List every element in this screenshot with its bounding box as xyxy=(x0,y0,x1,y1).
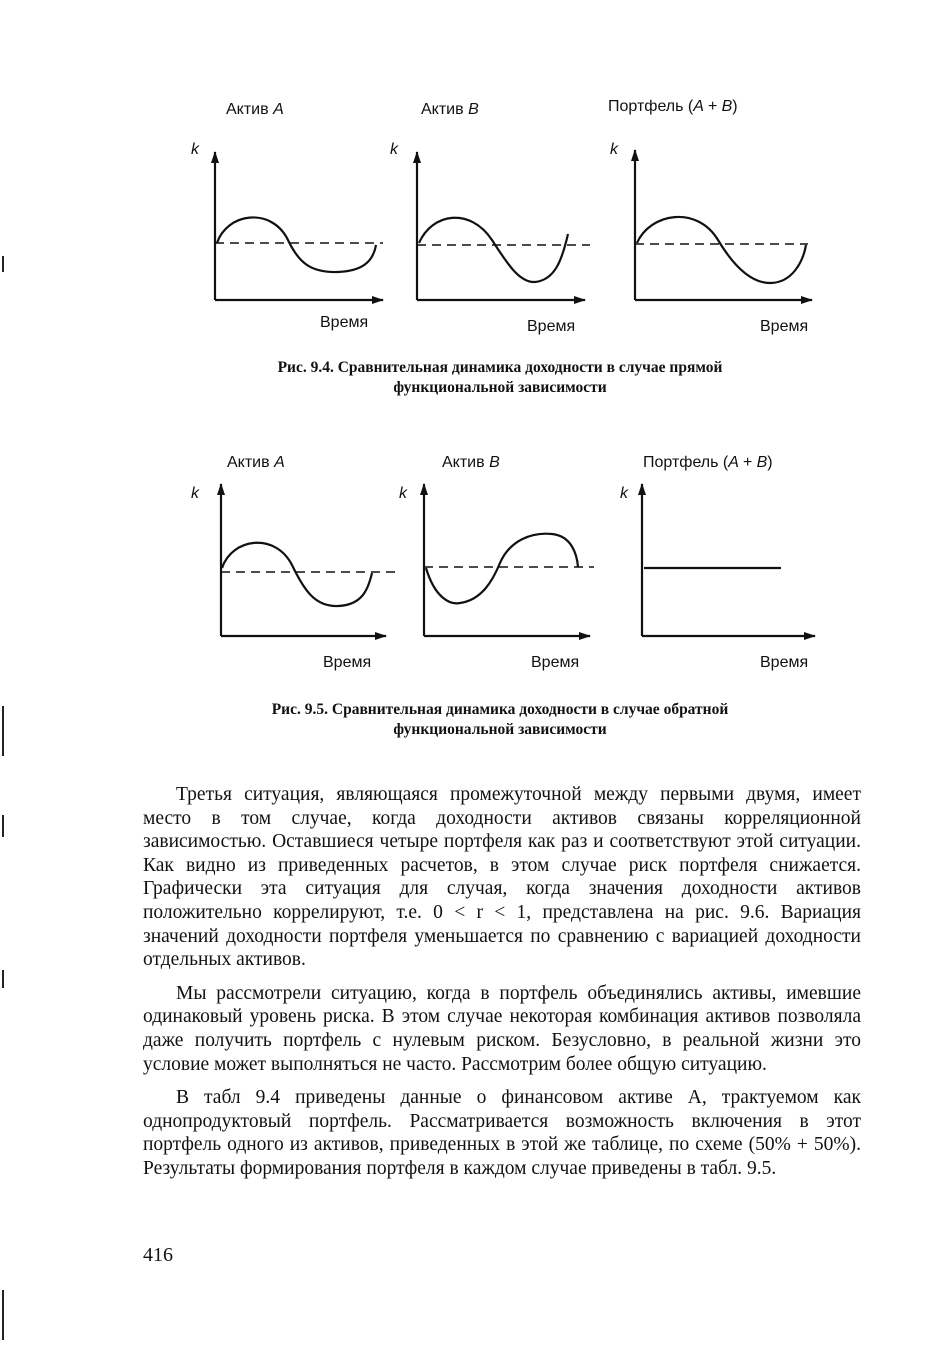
page-number: 416 xyxy=(143,1244,173,1266)
figure-caption: Рис. 9.4. Сравнительная динамика доходности в случае прямой функциональной зависимости xyxy=(277,359,723,396)
scan-edge-mark xyxy=(2,256,4,272)
x-axis-label: Время xyxy=(760,318,809,335)
figure-9-5 xyxy=(0,440,932,750)
panel-title-portfolio: Портфель (A + B) xyxy=(608,98,738,115)
panel-title-asset-b: Актив B xyxy=(421,101,479,118)
scan-edge-mark xyxy=(2,706,4,756)
y-axis-label: k xyxy=(399,485,407,502)
x-axis-label: Время xyxy=(760,654,809,671)
panel-title-asset-b: Актив B xyxy=(442,454,500,471)
y-axis-label: k xyxy=(610,141,618,158)
paragraph: В табл 9.4 приведены данные о финансовом активе А, трактуемом как однопродуктовый портфель. Рассматривается возможность включения в этот портфель одного из активов, приведенных в этой же таблице, по схеме (50% + 50%). Результаты формирования портфеля в каждом случае приведены в табл. 9.5. xyxy=(143,1087,861,1179)
return-curve-a xyxy=(222,543,372,606)
figure-9-4-graphics xyxy=(0,0,932,400)
x-axis-label: Время xyxy=(323,654,372,671)
figure-9-4 xyxy=(0,0,932,400)
panel-title-asset-a: Актив A xyxy=(226,101,284,118)
scan-edge-mark xyxy=(2,815,4,837)
y-axis-label: k xyxy=(390,141,398,158)
paragraph: Третья ситуация, являющаяся промежуточной между первыми двумя, имеет место в том случае, когда доходности активов связаны корреляционной зависимостью. Оставшиеся четыре портфеля как раз и соответствуют этой ситуации. Как видно из приведенных расчетов, в этом случае риск портфеля снижается. Графически эта ситуация для случая, когда значения доходности активов положительно коррелируют, т.е. 0 < r < 1, представлена на рис. 9.6. Вариация значений доходности портфеля уменьшается по сравнению с вариацией доходности отдельных активов. xyxy=(143,784,861,971)
scan-edge-mark xyxy=(2,970,4,988)
figure-caption: Рис. 9.5. Сравнительная динамика доходности в случае обратной функциональной зависимости xyxy=(271,701,729,738)
return-curve-a xyxy=(217,217,376,272)
scan-edge-mark xyxy=(2,1290,4,1340)
x-axis-label: Время xyxy=(320,314,369,331)
x-axis-label: Время xyxy=(527,318,576,335)
body-text xyxy=(143,783,861,1191)
return-curve-b xyxy=(419,218,568,282)
return-curve-b xyxy=(426,534,578,604)
panel-title-portfolio: Портфель (A + B) xyxy=(643,454,773,471)
y-axis-label: k xyxy=(191,141,199,158)
panel-title-asset-a: Актив A xyxy=(227,454,285,471)
return-curve-portfolio xyxy=(637,217,806,283)
y-axis-label: k xyxy=(191,485,199,502)
x-axis-label: Время xyxy=(531,654,580,671)
y-axis-label: k xyxy=(620,485,628,502)
paragraph: Мы рассмотрели ситуацию, когда в портфель объединялись активы, имевшие одинаковый уровень риска. В этом случае некоторая комбинация активов позволяла даже получить портфель с нулевым риском. Безусловно, в реальной жизни это условие может выполняться не часто. Рассмотрим более общую ситуацию. xyxy=(143,982,861,1075)
